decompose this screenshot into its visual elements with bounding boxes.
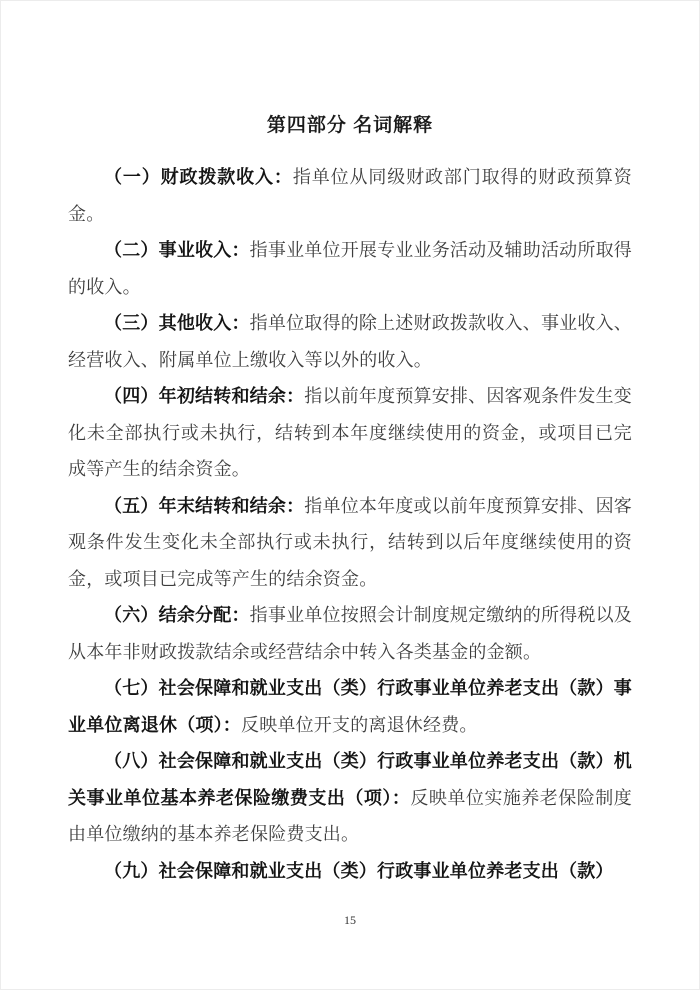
term-label: （三）其他收入：: [104, 313, 250, 333]
definition-paragraph-7: [68, 670, 632, 743]
term-definition: 指单位从同级财政部门取得的财政预算资金。: [68, 167, 632, 224]
term-definition: 指单位本年度或以前年度预算安排、因客观条件发生变化未全部执行或未执行，结转到以后年度继续使用的资金，或项目已完成等产生的结余资金。: [68, 495, 632, 589]
term-label: （二）事业收入：: [104, 240, 250, 260]
term-label: （七）社会保障和就业支出（类）行政事业单位养老支出（款）事业单位离退休（项）：: [68, 678, 632, 735]
term-definition: 反映单位开支的离退休经费。: [241, 714, 478, 735]
definition-paragraph-8: [68, 743, 632, 853]
definition-paragraph-4: [68, 378, 632, 488]
definition-paragraph-5: [68, 488, 632, 598]
term-label: （一）财政拨款收入：: [104, 167, 293, 187]
term-definition: 反映单位实施养老保险制度由单位缴纳的基本养老保险费支出。: [68, 787, 632, 844]
definition-paragraph-9: [68, 853, 632, 890]
definition-paragraph-6: [68, 597, 632, 670]
term-label: （四）年初结转和结余：: [104, 386, 305, 406]
definition-paragraph-2: [68, 232, 632, 305]
term-label: （六）结余分配：: [104, 605, 250, 625]
term-label: （九）社会保障和就业支出（类）行政事业单位养老支出（款）: [104, 860, 614, 881]
term-label: （五）年末结转和结余：: [104, 495, 305, 516]
term-definition: 指单位取得的除上述财政拨款收入、事业收入、经营收入、附属单位上缴收入等以外的收入。: [68, 313, 632, 370]
section-title: 第四部分 名词解释: [266, 115, 434, 136]
definition-paragraph-1: [68, 159, 632, 232]
term-definition: 指以前年度预算安排、因客观条件发生变化未全部执行或未执行，结转到本年度继续使用的资金，或项目已完成等产生的结余资金。: [68, 386, 632, 479]
document-body: [68, 159, 632, 889]
page-number: 15: [344, 913, 356, 927]
term-label: （八）社会保障和就业支出（类）行政事业单位养老支出（款）机关事业单位基本养老保险缴费支出（项）：: [68, 751, 632, 808]
definition-paragraph-3: [68, 305, 632, 378]
term-definition: 指事业单位开展专业业务活动及辅助活动所取得的收入。: [68, 240, 632, 297]
term-definition: 指事业单位按照会计制度规定缴纳的所得税以及从本年非财政拨款结余或经营结余中转入各类基金的金额。: [68, 605, 632, 662]
